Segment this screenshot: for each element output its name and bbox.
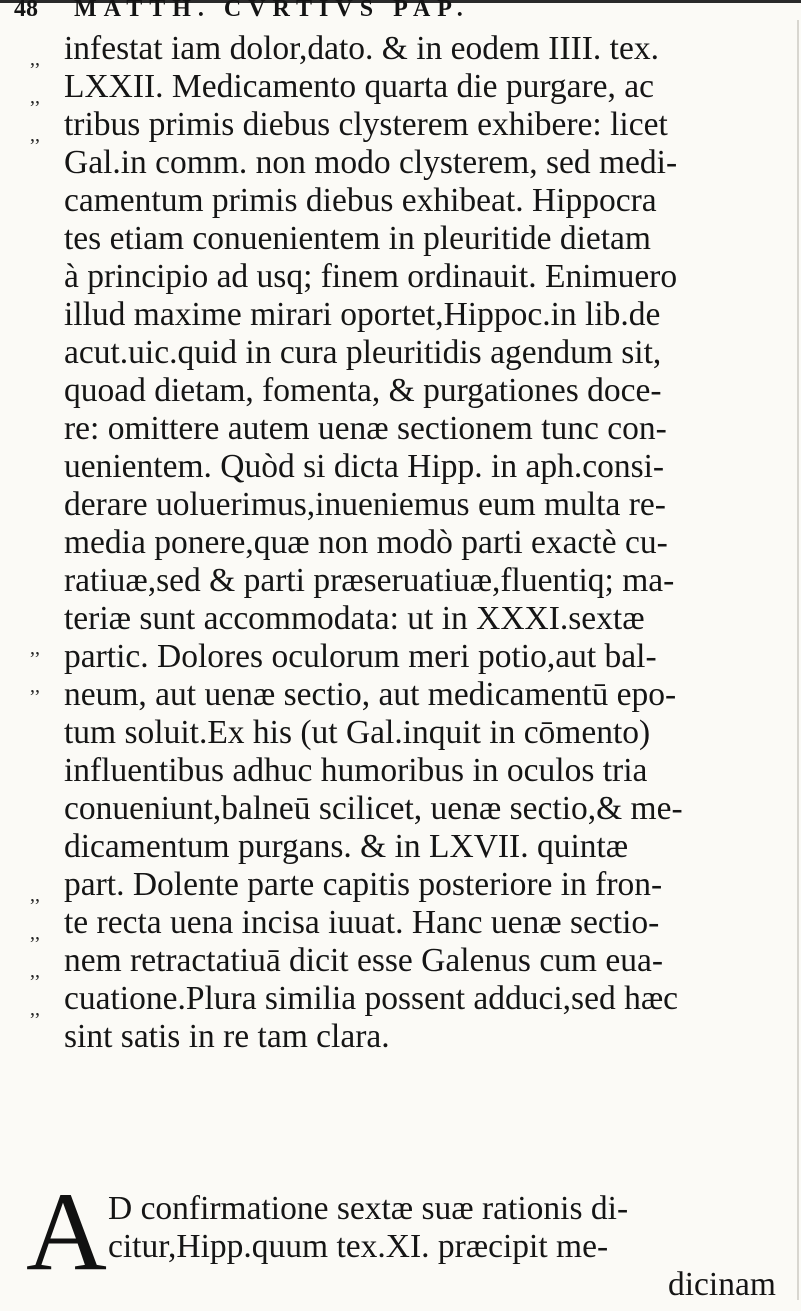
text-line: dicamentum purgans. & in LXVII. quintæ <box>64 828 629 865</box>
text-line: part. Dolente parte capitis posteriore in fron- <box>64 866 663 903</box>
text-line: teriæ sunt accommodata: ut in XXXI.sextæ <box>64 600 645 637</box>
quote-mark: ,, <box>30 48 40 70</box>
text-line: Gal.in comm. non modo clysterem, sed medi- <box>64 144 678 181</box>
text-line: ratiuæ,sed & parti præseruatiuæ,fluentiq; ma- <box>64 562 675 599</box>
text-line: illud maxime mirari oportet,Hippoc.in lib.de <box>64 296 661 333</box>
text-line: cuatione.Plura similia possent adduci,sed hæc <box>64 980 679 1017</box>
text-line: te recta uena incisa iuuat. Hanc uenæ sectio- <box>64 904 660 941</box>
text-line: uenientem. Quòd si dicta Hipp. in aph.consi- <box>64 448 665 485</box>
running-head: MATTH. CVRTIVS PAP. <box>74 0 470 22</box>
page-number: 48 <box>14 0 38 22</box>
quote-mark: ,, <box>30 884 40 906</box>
text-line: D confirmatione sextæ suæ rationis di- <box>108 1190 629 1227</box>
text-line: re: omittere autem uenæ sectionem tunc con- <box>64 410 667 447</box>
drop-cap: A <box>26 1170 107 1294</box>
quote-mark: ,, <box>30 637 40 659</box>
text-line: sint satis in re tam clara. <box>64 1018 390 1055</box>
quote-mark: ,, <box>30 922 40 944</box>
text-line: LXXII. Medicamento quarta die purgare, ac <box>64 68 655 105</box>
text-line: camentum primis diebus exhibeat. Hippocra <box>64 182 657 219</box>
text-line: à principio ad usq; finem ordinauit. Enimuero <box>64 258 678 295</box>
text-line: citur,Hipp.quum tex.XI. præcipit me- <box>108 1228 609 1265</box>
text-line: media ponere,quæ non modò parti exactè cu- <box>64 524 668 561</box>
text-line: nem retractatiuā dicit esse Galenus cum eua- <box>64 942 664 979</box>
quote-mark: ,, <box>30 960 40 982</box>
page-header <box>0 0 700 30</box>
quote-mark: ,, <box>30 124 40 146</box>
text-line: influentibus adhuc humoribus in oculos tria <box>64 752 648 789</box>
text-line: dicinam <box>668 1266 776 1303</box>
text-line: tribus primis diebus clysterem exhibere: licet <box>64 106 668 143</box>
text-line: infestat iam dolor,dato. & in eodem IIII. tex. <box>64 30 659 67</box>
text-line: quoad dietam, fomenta, & purgationes doce- <box>64 372 662 409</box>
text-line: tes etiam conuenientem in pleuritide dietam <box>64 220 651 257</box>
quote-mark: ,, <box>30 998 40 1020</box>
quote-mark: ,, <box>30 675 40 697</box>
quote-mark: ,, <box>30 86 40 108</box>
text-line: conueniunt,balneū scilicet, uenæ sectio,& me- <box>64 790 683 827</box>
text-line: acut.uic.quid in cura pleuritidis agendum sit, <box>64 334 662 371</box>
page-edge <box>797 20 799 1300</box>
text-line: derare uoluerimus,inueniemus eum multa re- <box>64 486 666 523</box>
text-line: tum soluit.Ex his (ut Gal.inquit in cōmento) <box>64 714 651 751</box>
text-line: neum, aut uenæ sectio, aut medicamentū epo- <box>64 676 677 713</box>
text-line: partic. Dolores oculorum meri potio,aut bal- <box>64 638 657 675</box>
